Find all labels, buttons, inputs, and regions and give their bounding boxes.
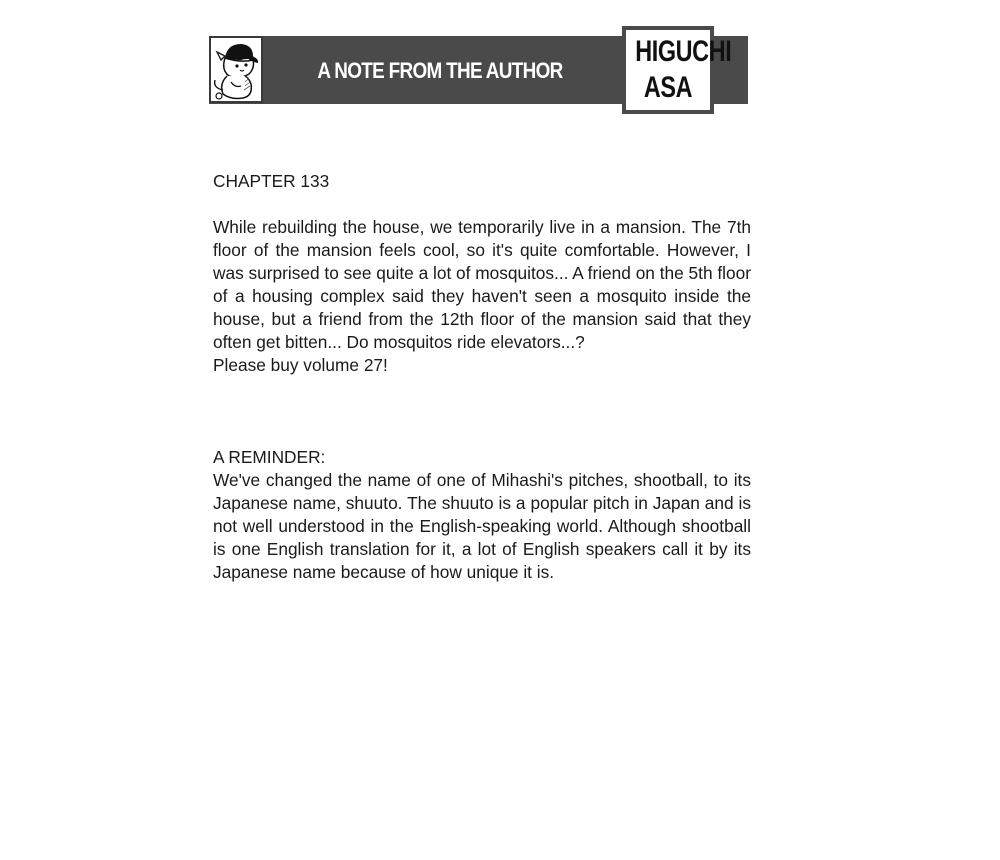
chapter-body: While rebuilding the house, we temporarily live in a mansion. The 7th floor of the mansion feels cool, so it's quite comfortable. However, I was surprised to see quite a lot of mosquitos... A friend on the 5th floor of a housing complex said they haven't seen a mosquito inside the house, but a friend from the 12th floor of the mansion said that they often get bitten... Do mosquitos ride elevators...? (213, 217, 751, 352)
header-title: A NOTE FROM THE AUTHOR (317, 58, 563, 83)
author-name-box (622, 26, 732, 114)
note-content (213, 170, 751, 584)
reminder-heading: A REMINDER: (213, 447, 326, 467)
closing-line: Please buy volume 27! (213, 355, 388, 375)
author-surname: HIGUCHI (635, 35, 732, 68)
author-given-name: ASA (643, 71, 693, 104)
chapter-heading: CHAPTER 133 (213, 171, 330, 191)
reminder-body: We've changed the name of one of Mihashi's pitches, shootball, to its Japanese name, shuuto. The shuuto is a popular pitch in Japan and is not well understood in the English-speaking world. Although shootball is one English translation for it, a lot of English speakers call it by its Japanese name because of how unique it is. (213, 470, 751, 582)
cat-mascot-icon (209, 36, 263, 103)
